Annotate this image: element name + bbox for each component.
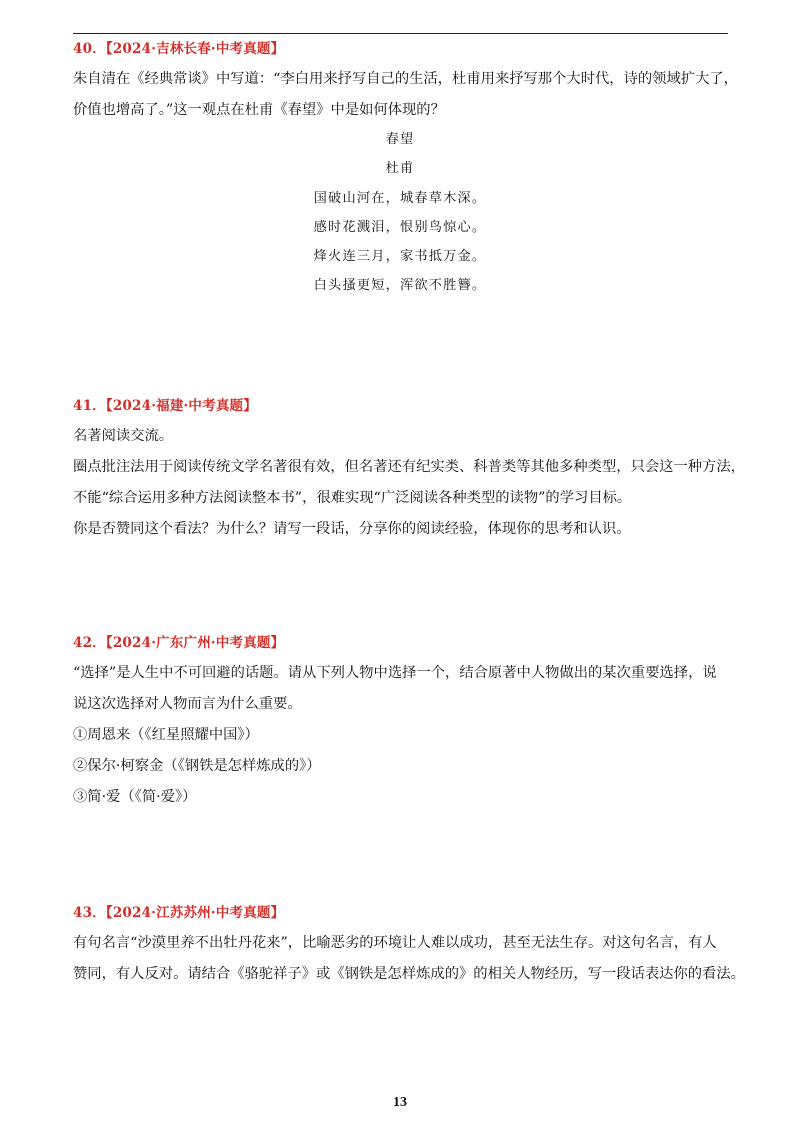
- question-source: 【2024·福建·中考真题】: [105, 398, 257, 414]
- question-42: [73, 634, 733, 813]
- question-source: 【2024·吉林长春·中考真题】: [105, 41, 285, 57]
- question-43: [73, 904, 745, 990]
- poem-title: 春望: [385, 132, 415, 147]
- option-item: ①周恩来（《红星照耀中国》）: [73, 727, 259, 743]
- question-text-line: 朱自清在《经典常谈》中写道：“李白用来抒写自己的生活，杜甫用来抒写那个大时代，诗的领域扩大了，: [73, 71, 738, 87]
- question-text-line: 你是否赞同这个看法？为什么？请写一段话，分享你的阅读经验，体现你的思考和认识。: [73, 521, 631, 537]
- option-item: ③简·爱（《简·爱》）: [73, 789, 197, 805]
- question-text-line: “选择”是人生中不可回避的话题。请从下列人物中选择一个，结合原著中人物做出的某次重要选择，说: [73, 665, 717, 681]
- question-source: 【2024·广东广州·中考真题】: [105, 635, 285, 651]
- poem-author: 杜甫: [385, 161, 415, 177]
- question-text-line: 价值也增高了。”这一观点在杜甫《春望》中是如何体现的？: [73, 102, 445, 118]
- question-number: 41．: [73, 398, 106, 414]
- question-text-line: 有句名言“沙漠里养不出牡丹花来”，比喻恶劣的环境让人难以成功，甚至无法生存。对这句名言，有人: [73, 935, 717, 951]
- question-source: 【2024·江苏苏州·中考真题】: [105, 905, 285, 921]
- question-41: [73, 397, 745, 545]
- question-text-line: 说这次选择对人物而言为什么重要。: [73, 696, 302, 712]
- poem-line: 白头搔更短，浑欲不胜簪。: [313, 278, 487, 294]
- page-number: 13: [393, 1095, 407, 1110]
- question-header: [73, 634, 733, 652]
- question-text-line: 不能“综合运用多种方法阅读整本书”，很难实现“广泛阅读各种类型的读物”的学习目标。: [73, 490, 632, 506]
- header-rule: [73, 33, 728, 34]
- question-header: [73, 904, 733, 922]
- poem-line: 感时花溅泪，恨别鸟惊心。: [313, 219, 487, 235]
- poem-block: [0, 125, 800, 301]
- question-number: 40．: [73, 41, 106, 57]
- question-header: [73, 40, 733, 58]
- poem-line: 国破山河在，城春草木深。: [313, 190, 487, 206]
- question-text-line: 圈点批注法用于阅读传统文学名著很有效，但名著还有纪实类、科普类等其他多种类型，只会这一种方法，: [73, 459, 745, 475]
- question-number: 42．: [73, 635, 106, 651]
- question-header: [73, 397, 733, 415]
- question-40: [73, 40, 738, 126]
- poem-line: 烽火连三月，家书抵万金。: [313, 249, 487, 265]
- question-text-line: 名著阅读交流。: [73, 428, 174, 444]
- question-text-line: 赞同，有人反对。请结合《骆驼祥子》或《钢铁是怎样炼成的》的相关人物经历，写一段话表达你的看法。: [73, 966, 745, 982]
- option-item: ②保尔·柯察金（《钢铁是怎样炼成的》）: [73, 758, 321, 774]
- question-number: 43．: [73, 905, 106, 921]
